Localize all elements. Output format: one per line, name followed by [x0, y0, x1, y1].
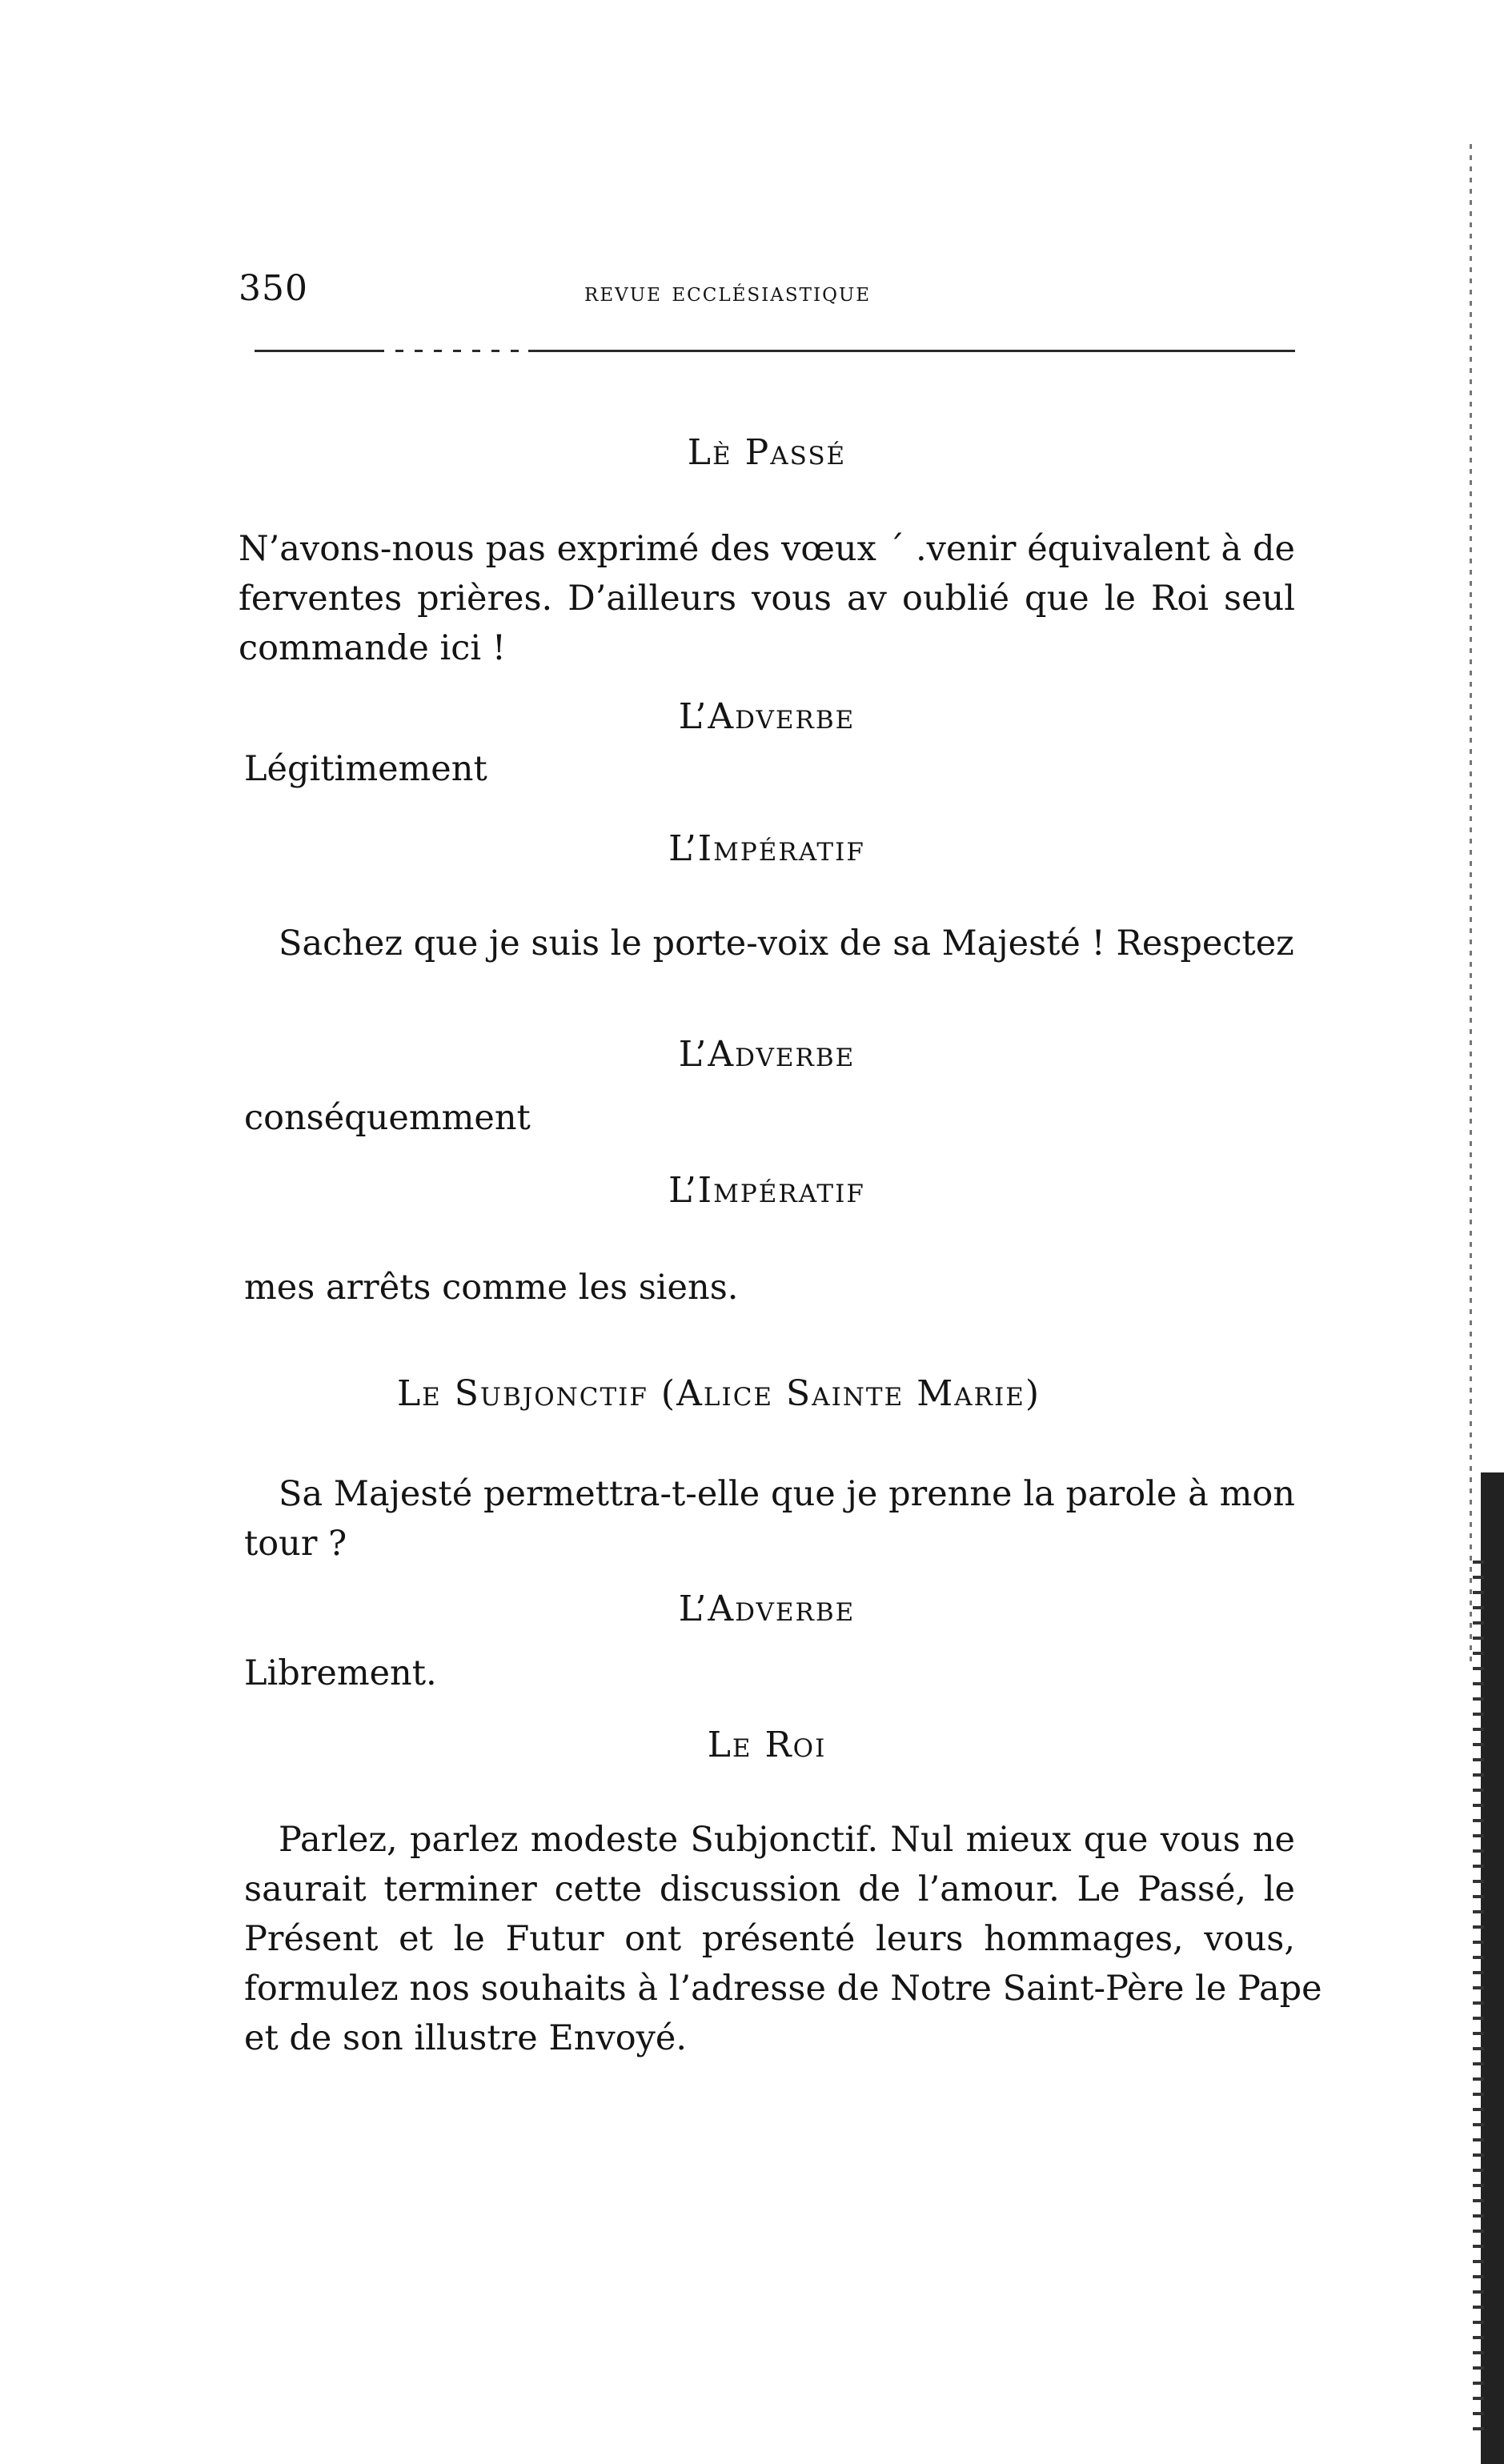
speaker-roi: Le Roi [707, 1725, 827, 1765]
speaker-imperatif-2: L’Impératif [668, 1170, 865, 1211]
passe-line-3: commande ici ! [239, 628, 507, 668]
speaker-adverbe-2: L’Adverbe [678, 1034, 856, 1075]
speaker-passe: Lè Passé [687, 432, 847, 473]
speaker-subjonctif: Le Subjonctif (Alice Sainte Marie) [396, 1373, 1041, 1414]
speaker-adverbe-1: L’Adverbe [678, 696, 856, 737]
roi-line-5: et de son illustre Envoyé. [244, 2018, 687, 2058]
imperatif-2-text: mes arrêts comme les siens. [244, 1268, 739, 1308]
roi-line-1: Parlez, parlez modeste Subjonctif. Nul mieux que vous ne [279, 1820, 1295, 1860]
subjonctif-line-1: Sa Majesté permettra-t-elle que je prenne la parole à mon [279, 1474, 1295, 1514]
passe-line-2: ferventes prières. D’ailleurs vous av oublié que le Roi seul [239, 579, 1295, 619]
running-title: revue ecclésiastique [584, 276, 872, 307]
roi-line-4: formulez nos souhaits à l’adresse de Notre Saint-Père le Pape [244, 1969, 1322, 2009]
adverbe-1-text: Légitimement [244, 749, 487, 789]
passe-line-1: N’avons-nous pas exprimé des vœux ´ .venir équivalent à de [239, 529, 1295, 569]
roi-speech [244, 1815, 1322, 2063]
imperatif-1-text: Sachez que je suis le porte-voix de sa Majesté ! Respectez [279, 923, 1294, 964]
page-header [239, 268, 1295, 316]
header-rule-break [384, 347, 528, 354]
subjonctif-line-2: tour ? [244, 1524, 347, 1564]
binding-dotted-line [1470, 144, 1472, 1665]
roi-line-2: saurait terminer cette discussion de l’amour. Le Passé, le [244, 1869, 1295, 1909]
speaker-imperatif-1: L’Impératif [668, 828, 865, 869]
roi-line-3: Présent et le Futur ont présenté leurs hommages, vous, [244, 1919, 1295, 1959]
adverbe-2-text: conséquemment [244, 1098, 531, 1138]
subjonctif-speech [244, 1469, 1295, 1569]
binding-speckle [1473, 1561, 1484, 2441]
passe-speech [239, 524, 1295, 673]
page-number: 350 [239, 268, 308, 309]
speaker-adverbe-3: L’Adverbe [678, 1589, 856, 1629]
scanned-binding-edge [1470, 0, 1504, 2464]
adverbe-3-text: Librement. [244, 1653, 437, 1693]
